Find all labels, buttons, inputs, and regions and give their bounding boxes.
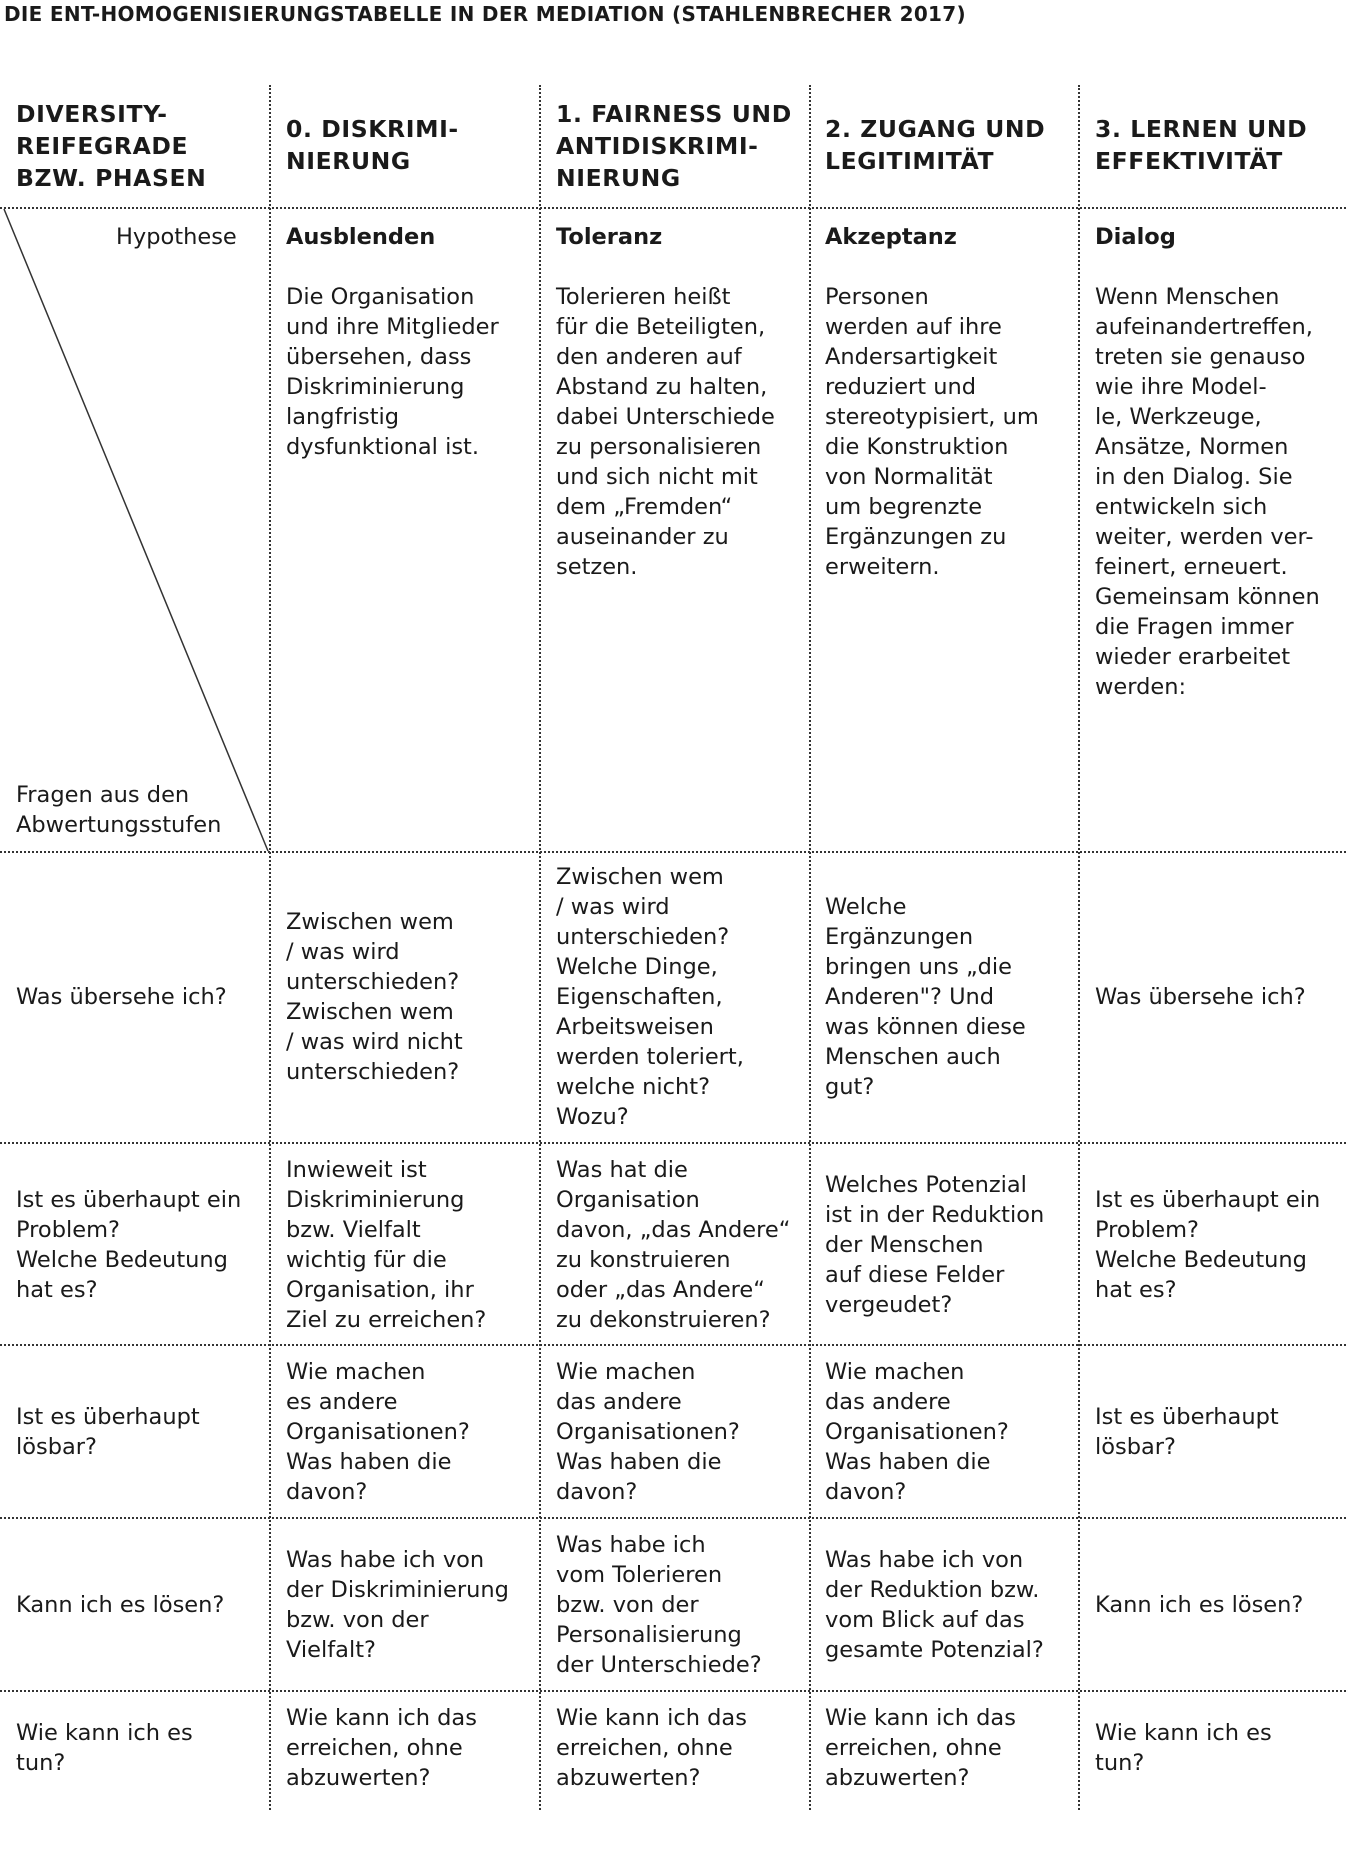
table-cell: Kann ich es lösen? — [1095, 1592, 1304, 1618]
hypothesis-label: Hypothese — [116, 224, 237, 250]
table-cell: Wie machen das andere Organisationen? Was haben die davon? — [556, 1359, 740, 1505]
table-cell: Was hat die Organisation davon, „das Andere“ zu konstruieren oder „das Andere“ zu dekonstruieren? — [556, 1157, 791, 1333]
row-label: Was übersehe ich? — [16, 984, 227, 1010]
row-label: Ist es überhaupt ein Problem? Welche Bedeutung hat es? — [16, 1187, 242, 1303]
table-cell: Wie machen es andere Organisationen? Was haben die davon? — [286, 1359, 470, 1505]
table-cell: Ist es überhaupt lösbar? — [1095, 1404, 1279, 1460]
hypothesis-title-col2: Akzeptanz — [825, 224, 957, 250]
table-cell: Inwieweit ist Diskriminierung bzw. Vielfalt wichtig für die Organisation, ihr Ziel zu erreichen? — [286, 1157, 487, 1333]
table-cell: Was habe ich von der Diskriminierung bzw. von der Vielfalt? — [286, 1547, 509, 1663]
header-col0: 0. DISKRIMI- NIERUNG — [286, 115, 459, 175]
hypothesis-text-col3: Wenn Menschen aufeinandertreffen, treten sie genauso wie ihre Model- le, Werkzeuge, Ansätze, Normen in den Dialog. Sie entwickeln sich weiter, werden ver- feinert, erneuert. Gemeinsam können die Fragen immer wieder erarbeitet werden: — [1095, 284, 1320, 700]
table-cell: Wie kann ich das erreichen, ohne abzuwerten? — [286, 1705, 477, 1791]
hypothesis-title-col1: Toleranz — [556, 224, 663, 250]
table-cell: Wie kann ich das erreichen, ohne abzuwerten? — [556, 1705, 747, 1791]
hypothesis-title-col3: Dialog — [1095, 224, 1176, 250]
row-label: Kann ich es lösen? — [16, 1592, 225, 1618]
page-title: DIE ENT-HOMOGENISIERUNGSTABELLE IN DER MEDIATION (STAHLENBRECHER 2017) — [4, 2, 966, 26]
row-label: Wie kann ich es tun? — [16, 1720, 193, 1776]
table-cell: Was habe ich vom Tolerieren bzw. von der Personalisierung der Unterschiede? — [556, 1532, 762, 1678]
table-cell: Was habe ich von der Reduktion bzw. vom Blick auf das gesamte Potenzial? — [825, 1547, 1044, 1663]
table-cell: Wie kann ich das erreichen, ohne abzuwerten? — [825, 1705, 1016, 1791]
table-cell: Zwischen wem / was wird unterschieden? Welche Dinge, Eigenschaften, Arbeitsweisen werden toleriert, welche nicht? Wozu? — [556, 864, 744, 1130]
header-phase: DIVERSITY- REIFEGRADE BZW. PHASEN — [16, 100, 207, 192]
table-cell: Wie machen das andere Organisationen? Was haben die davon? — [825, 1359, 1009, 1505]
table-cell: Ist es überhaupt ein Problem? Welche Bedeutung hat es? — [1095, 1187, 1321, 1303]
table-cell: Was übersehe ich? — [1095, 984, 1306, 1010]
row-label: Ist es überhaupt lösbar? — [16, 1404, 200, 1460]
hypothesis-title-col0: Ausblenden — [286, 224, 436, 250]
questions-label: Fragen aus den Abwertungsstufen — [16, 782, 222, 838]
table-cell: Wie kann ich es tun? — [1095, 1720, 1272, 1776]
table-cell: Welches Potenzial ist in der Reduktion der Menschen auf diese Felder vergeudet? — [825, 1172, 1045, 1318]
header-col1: 1. FAIRNESS UND ANTIDISKRIMI- NIERUNG — [556, 100, 792, 192]
table-cell: Welche Ergänzungen bringen uns „die Anderen"? Und was können diese Menschen auch gut? — [825, 894, 1026, 1100]
hypothesis-text-col2: Personen werden auf ihre Andersartigkeit reduziert und stereotypisiert, um die Konstruktion von Normalität um begrenzte Ergänzungen zu erweitern. — [825, 284, 1039, 580]
hypothesis-text-col0: Die Organisation und ihre Mitglieder übersehen, dass Diskriminierung langfristig dysfunktional ist. — [286, 284, 499, 460]
header-col2: 2. ZUGANG UND LEGITIMITÄT — [825, 115, 1046, 175]
table-cell: Zwischen wem / was wird unterschieden? Zwischen wem / was wird nicht unterschieden? — [286, 909, 463, 1085]
header-col3: 3. LERNEN UND EFFEKTIVITÄT — [1095, 115, 1308, 175]
hypothesis-text-col1: Tolerieren heißt für die Beteiligten, den anderen auf Abstand zu halten, dabei Unterschiede zu personalisieren und sich nicht mit dem „Fremden“ auseinander zu setzen. — [556, 284, 775, 580]
